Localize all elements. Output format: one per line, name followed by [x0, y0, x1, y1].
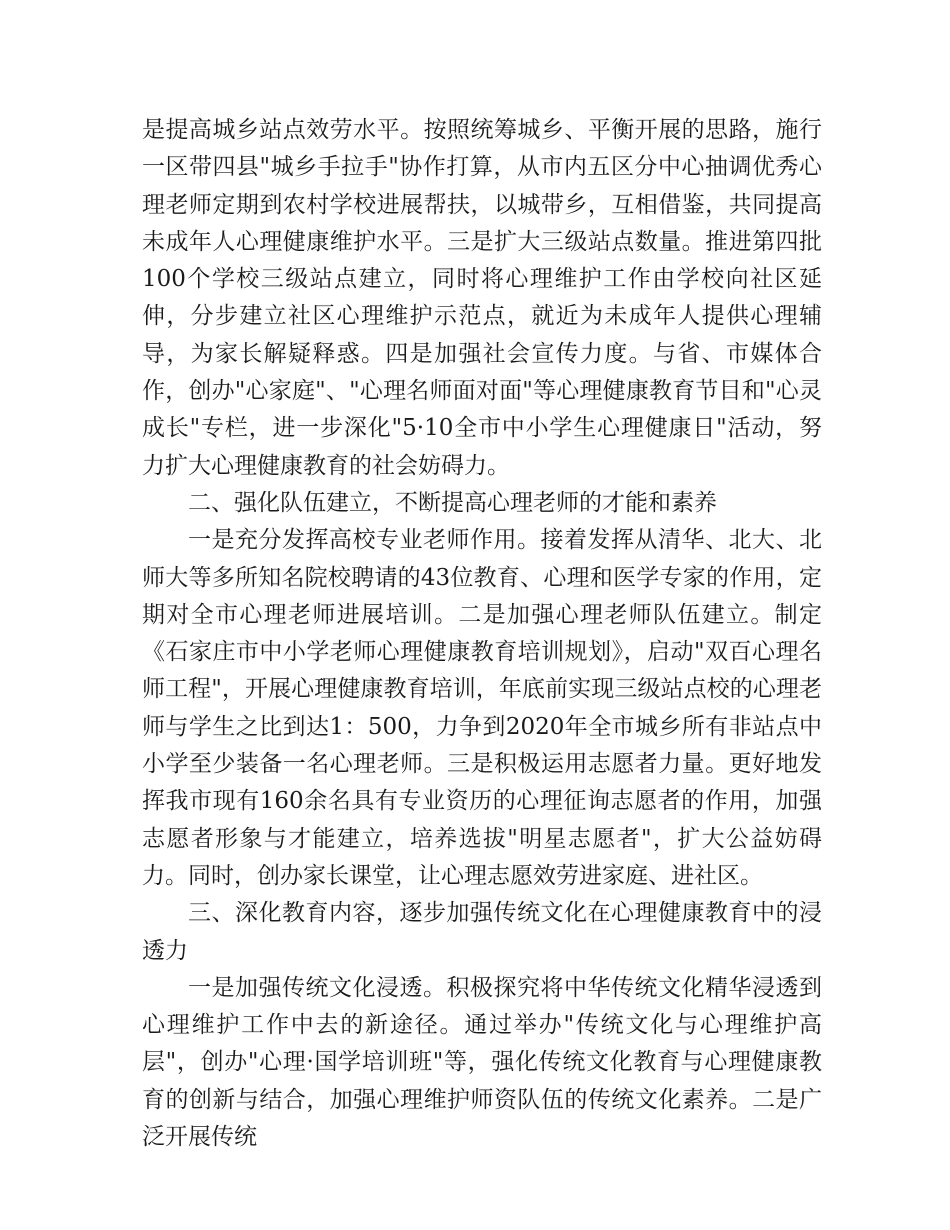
paragraph-traditional-culture: 一是加强传统文化浸透。积极探究将中华传统文化精华浸透到心理维护工作中去的新途径。通过举办"传统文化与心理维护高层"，创办"心理·国学培训班"等，强化传统文化教育与心理健康教育的创新与结合，加强心理维护师资队伍的传统文化素养。二是广泛开展传统: [142, 974, 822, 1151]
paragraph-service-level: 是提高城乡站点效劳水平。按照统筹城乡、平衡开展的思路，施行一区带四县"城乡手拉手"协作打算，从市内五区分中心抽调优秀心理老师定期到农村学校进展帮扶，以城带乡，互相借鉴，共同提高未成年人心理健康维护水平。三是扩大三级站点数量。推进第四批100个学校三级站点建立，同时将心理维护工作由学校向社区延伸，分步建立社区心理维护示范点，就近为未成年人提供心理辅导，为家长解疑释惑。四是加强社会宣传力度。与省、市媒体合作，创办"心家庭"、"心理名师面对面"等心理健康教育节目和"心灵成长"专栏，进一步深化"5·10全市中小学生心理健康日"活动，努力扩大心理健康教育的社会妨碍力。: [142, 117, 822, 479]
section-heading-traditional-culture: 三、深化教育内容，逐步加强传统文化在心理健康教育中的浸透力: [142, 900, 822, 964]
section-heading-team-building: 二、强化队伍建立，不断提高心理老师的才能和素养: [188, 489, 717, 516]
paragraph-team-building: 一是充分发挥高校专业老师作用。接着发挥从清华、北大、北师大等多所知名院校聘请的43位教育、心理和医学专家的作用，定期对全市心理老师进展培训。二是加强心理老师队伍建立。制定《石家庄市中小学老师心理健康教育培训规划》，启动"双百心理名师工程"，开展心理健康教育培训，年底前实现三级站点校的心理老师与学生之比到达1：500，力争到2020年全市城乡所有非站点中小学至少装备一名心理老师。三是积极运用志愿者力量。更好地发挥我市现有160余名具有专业资历的心理征询志愿者的作用，加强志愿者形象与才能建立，培养选拔"明星志愿者"，扩大公益妨碍力。同时，创办家长课堂，让心理志愿效劳进家庭、进社区。: [142, 527, 822, 889]
document-body: [142, 112, 822, 1156]
